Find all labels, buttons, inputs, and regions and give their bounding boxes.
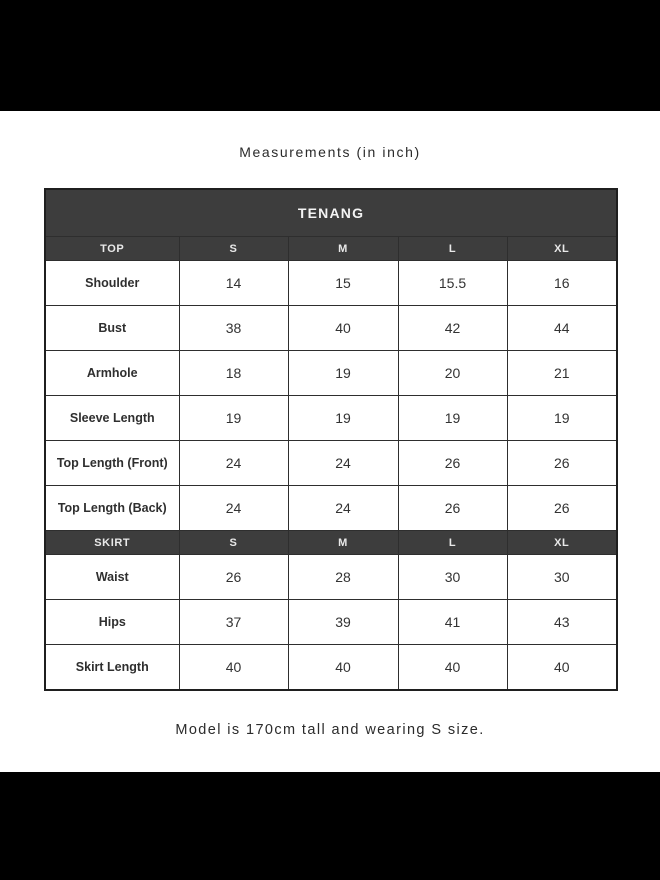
measurement-row bbox=[45, 600, 617, 645]
top-black-bar bbox=[0, 0, 660, 111]
size-column-header: L bbox=[398, 531, 507, 555]
measurement-row bbox=[45, 351, 617, 396]
measurement-cell: 24 bbox=[179, 486, 288, 531]
brand-header-cell: TENANG bbox=[45, 189, 617, 237]
size-header-row bbox=[45, 237, 617, 261]
measurement-row bbox=[45, 555, 617, 600]
measurement-cell: 40 bbox=[507, 645, 617, 691]
size-chart-body bbox=[45, 189, 617, 690]
measurement-cell: 19 bbox=[288, 351, 398, 396]
row-label-cell: Waist bbox=[45, 555, 179, 600]
model-note: Model is 170cm tall and wearing S size. bbox=[175, 722, 485, 738]
measurement-cell: 38 bbox=[179, 306, 288, 351]
section-name-cell: SKIRT bbox=[45, 531, 179, 555]
measurement-cell: 19 bbox=[507, 396, 617, 441]
bottom-black-bar bbox=[0, 772, 660, 880]
row-label-cell: Sleeve Length bbox=[45, 396, 179, 441]
section-name-cell: TOP bbox=[45, 237, 179, 261]
measurement-cell: 28 bbox=[288, 555, 398, 600]
measurement-cell: 18 bbox=[179, 351, 288, 396]
measurement-cell: 43 bbox=[507, 600, 617, 645]
measurement-cell: 19 bbox=[398, 396, 507, 441]
row-label-cell: Armhole bbox=[45, 351, 179, 396]
measurement-cell: 24 bbox=[288, 486, 398, 531]
row-label-cell: Skirt Length bbox=[45, 645, 179, 691]
measurement-cell: 24 bbox=[179, 441, 288, 486]
size-column-header: S bbox=[179, 531, 288, 555]
measurement-cell: 26 bbox=[507, 486, 617, 531]
measurement-cell: 30 bbox=[507, 555, 617, 600]
measurement-cell: 26 bbox=[398, 441, 507, 486]
size-column-header: L bbox=[398, 237, 507, 261]
measurement-cell: 40 bbox=[288, 306, 398, 351]
measurement-row bbox=[45, 261, 617, 306]
measurement-row bbox=[45, 441, 617, 486]
content-area bbox=[0, 111, 660, 772]
measurement-cell: 14 bbox=[179, 261, 288, 306]
measurement-cell: 40 bbox=[179, 645, 288, 691]
page-title: Measurements (in inch) bbox=[239, 144, 421, 160]
measurement-cell: 19 bbox=[179, 396, 288, 441]
size-column-header: M bbox=[288, 531, 398, 555]
size-column-header: S bbox=[179, 237, 288, 261]
measurement-row bbox=[45, 486, 617, 531]
measurement-cell: 24 bbox=[288, 441, 398, 486]
measurement-cell: 41 bbox=[398, 600, 507, 645]
measurement-cell: 44 bbox=[507, 306, 617, 351]
measurement-cell: 20 bbox=[398, 351, 507, 396]
brand-header-row bbox=[45, 189, 617, 237]
measurement-cell: 26 bbox=[398, 486, 507, 531]
size-column-header: XL bbox=[507, 531, 617, 555]
size-column-header: XL bbox=[507, 237, 617, 261]
measurement-cell: 42 bbox=[398, 306, 507, 351]
row-label-cell: Hips bbox=[45, 600, 179, 645]
measurement-cell: 37 bbox=[179, 600, 288, 645]
measurement-cell: 30 bbox=[398, 555, 507, 600]
size-header-row bbox=[45, 531, 617, 555]
row-label-cell: Top Length (Back) bbox=[45, 486, 179, 531]
measurement-cell: 40 bbox=[398, 645, 507, 691]
measurement-row bbox=[45, 306, 617, 351]
measurement-cell: 19 bbox=[288, 396, 398, 441]
row-label-cell: Shoulder bbox=[45, 261, 179, 306]
measurement-cell: 15.5 bbox=[398, 261, 507, 306]
row-label-cell: Bust bbox=[45, 306, 179, 351]
row-label-cell: Top Length (Front) bbox=[45, 441, 179, 486]
measurement-cell: 26 bbox=[179, 555, 288, 600]
measurement-cell: 16 bbox=[507, 261, 617, 306]
measurement-cell: 21 bbox=[507, 351, 617, 396]
measurement-row bbox=[45, 396, 617, 441]
measurement-row bbox=[45, 645, 617, 691]
size-chart-table bbox=[44, 188, 618, 691]
measurement-cell: 26 bbox=[507, 441, 617, 486]
measurement-cell: 15 bbox=[288, 261, 398, 306]
size-column-header: M bbox=[288, 237, 398, 261]
measurement-cell: 40 bbox=[288, 645, 398, 691]
measurement-cell: 39 bbox=[288, 600, 398, 645]
